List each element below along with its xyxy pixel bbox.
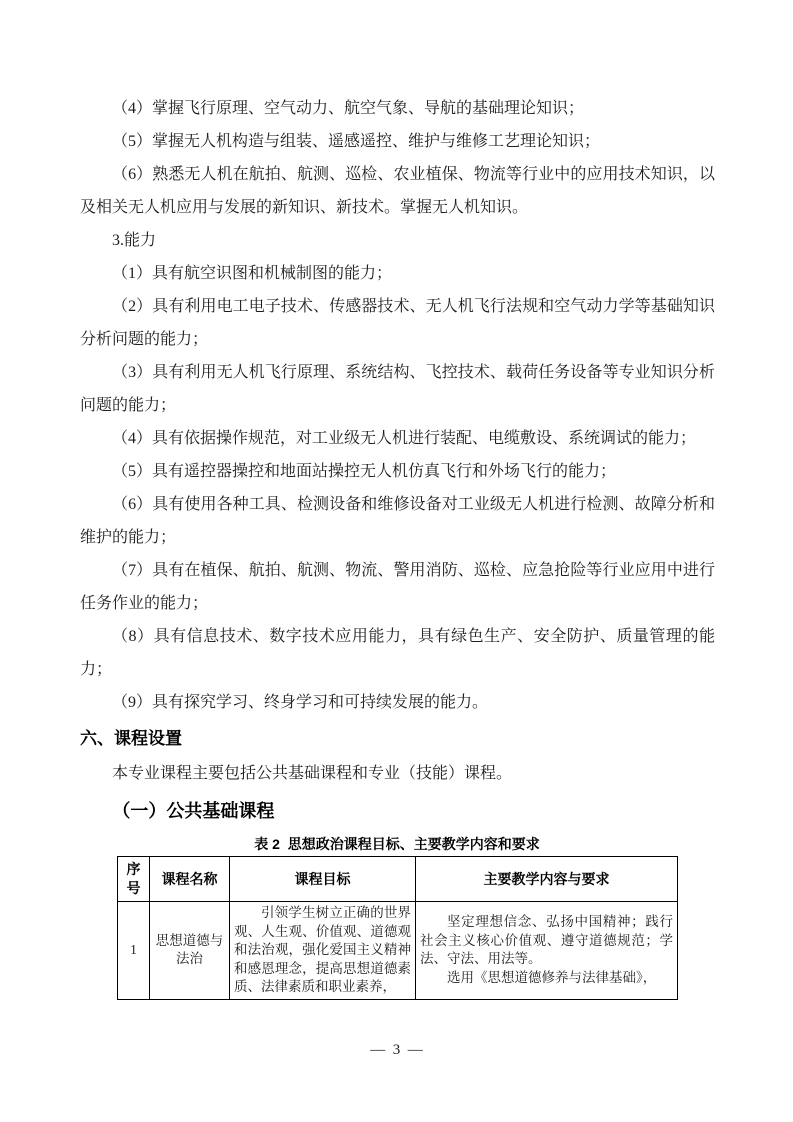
body-paragraph: （8）具有信息技术、数字技术应用能力，具有绿色生产、安全防护、质量管理的能力； [80,628,715,678]
body-paragraph: （4）具有依据操作规范，对工业级无人机进行装配、电缆敷设、系统调试的能力； [112,430,697,447]
body-paragraph: （3）具有利用无人机飞行原理、系统结构、飞控技术、载荷任务设备等专业知识分析问题的能力； [80,364,715,414]
objective-paragraph: 引领学生树立正确的世界观、人生观、价值观、道德观和法治观，强化爱国主义精神和感恩理念，提高思想道德素质、法律素质和职业素养， [234,905,411,994]
content-area [80,92,715,1000]
content-paragraph: 坚定理想信念、弘扬中国精神；践行社会主义核心价值观、遵守道德规范；学法、守法、用法等。 [420,914,673,967]
table-header-cell: 课程名称 [150,857,230,902]
section-heading: 六、课程设置 [80,729,182,748]
table-header-cell: 课程目标 [230,857,416,902]
table-header-cell: 序号 [118,857,150,902]
body-paragraph: （5）具有遥控器操控和地面站操控无人机仿真飞行和外场飞行的能力； [112,463,617,480]
table-caption: 表 2 思想政治课程目标、主要教学内容和要求 [254,836,540,852]
paragraph-list [80,92,715,719]
content-paragraph: 选用《思想道德修养与法律基础》， [447,969,657,985]
body-paragraph: （7）具有在植保、航拍、航测、物流、警用消防、巡检、应急抢险等行业应用中进行任务作业的能力； [80,562,715,612]
body-paragraph: （2）具有利用电工电子技术、传感器技术、无人机飞行法规和空气动力学等基础知识分析问题的能力； [80,298,715,348]
table-header-cell: 主要教学内容与要求 [416,857,678,902]
body-paragraph: （6）熟悉无人机在航拍、航测、巡检、农业植保、物流等行业中的应用技术知识，以及相关无人机应用与发展的新知识、新技术。掌握无人机知识。 [80,166,715,216]
body-paragraph: （9）具有探究学习、终身学习和可持续发展的能力。 [112,694,489,711]
body-paragraph: （1）具有航空识图和机械制图的能力； [112,265,393,282]
cell-content [416,902,678,1000]
table-body [118,902,678,1000]
courses-table [117,856,678,1000]
cell-no: 1 [118,902,150,1000]
section-intro: 本专业课程主要包括公共基础课程和专业（技能）课程。 [112,765,513,782]
body-paragraph: （4）掌握飞行原理、空气动力、航空气象、导航的基础理论知识； [112,100,585,117]
subsection-heading: （一）公共基础课程 [112,801,275,821]
cell-course-name: 思想道德与法治 [150,902,230,1000]
body-paragraph: （6）具有使用各种工具、检测设备和维修设备对工业级无人机进行检测、故障分析和维护的能力； [80,496,715,546]
table-header-row [118,857,678,902]
cell-objective [230,902,416,1000]
body-paragraph: 3.能力 [112,232,157,249]
page-number: — 3 — [370,1042,423,1058]
body-paragraph: （5）掌握无人机构造与组装、遥感遥控、维护与维修工艺理论知识； [112,133,601,150]
table-row [118,902,678,1000]
